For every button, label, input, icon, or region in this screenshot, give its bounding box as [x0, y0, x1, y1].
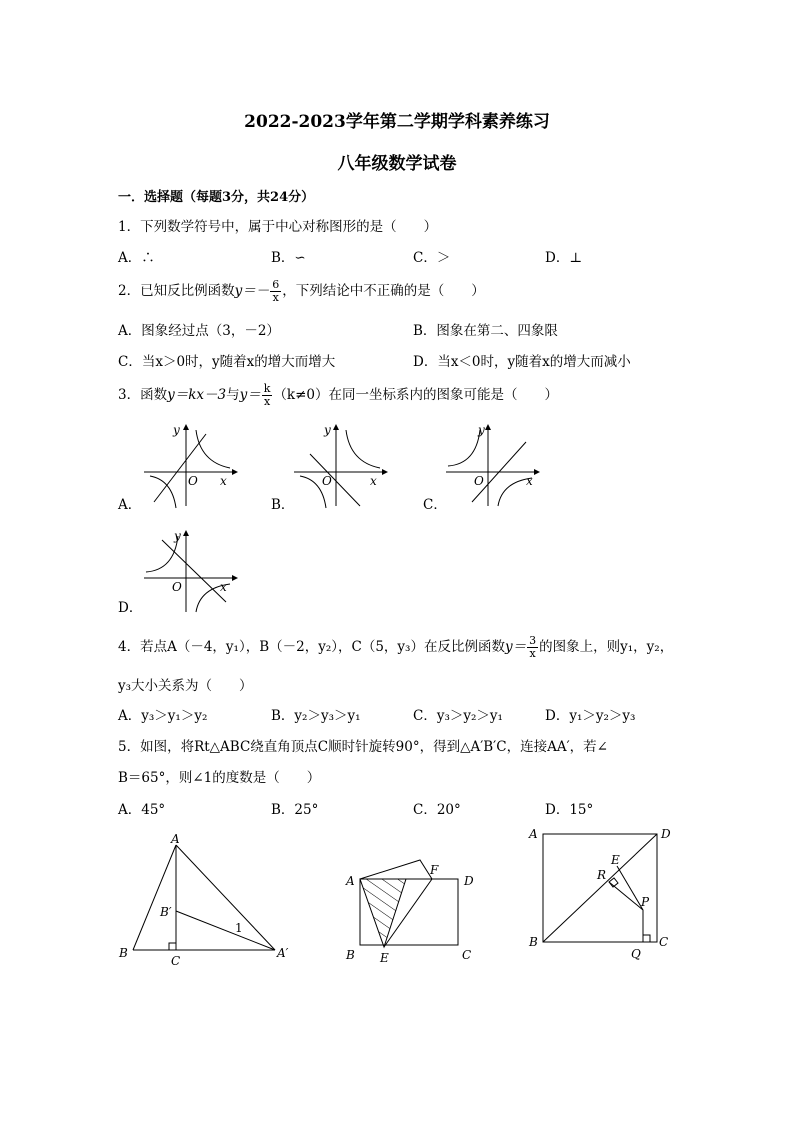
q4-line1-pre: 4．若点A（－4，y₁），B（－2，y₂），C（5，y₃）在反比例函数	[118, 639, 505, 655]
x-label: x	[370, 474, 377, 488]
page-title: 2022-2023学年第二学期学科素养练习	[244, 112, 550, 132]
q3-post: （k≠0）在同一坐标系内的图象可能是（ ）	[273, 387, 559, 403]
q3-graph-c	[442, 422, 542, 512]
q1-stem: 1．下列数学符号中，属于中心对称图形的是（ ）	[118, 219, 438, 235]
q3-option-c: C．	[423, 497, 447, 513]
label-d: D	[661, 827, 671, 841]
q4-fraction	[527, 635, 538, 660]
label-b: B	[119, 946, 128, 960]
x-label: x	[220, 474, 227, 488]
q3-frac-num: k	[263, 382, 271, 395]
q3-option-d: D．	[118, 600, 143, 616]
x-arrow	[382, 469, 388, 475]
label-b: B	[529, 935, 538, 949]
x-label: x	[526, 474, 533, 488]
origin-label: O	[322, 474, 332, 488]
folded-flap	[360, 860, 432, 879]
q3-frac-den: x	[263, 395, 271, 408]
origin-label: O	[474, 474, 484, 488]
page-subtitle: 八年级数学试卷	[337, 154, 457, 174]
q5-option-a: A．45°	[118, 802, 166, 818]
label-d: D	[464, 874, 474, 888]
q4-frac-den: x	[529, 647, 536, 660]
segment-aa-prime	[176, 845, 275, 950]
label-angle-1: 1	[235, 921, 243, 935]
q4-frac-num: 3	[529, 634, 537, 647]
q3-mid: 与	[226, 387, 240, 403]
q4-option-a: A．y₃＞y₁＞y₂	[118, 708, 208, 724]
y-arrow	[183, 424, 189, 430]
label-e: E	[611, 853, 620, 867]
q5-stem-line1: 5．如图，将Rt△ABC绕直角顶点C顺时针旋转90°，得到△A′B′C，连接AA′，若∠	[118, 739, 608, 755]
y-label: y	[324, 423, 331, 437]
y-arrow	[485, 424, 491, 430]
q4-stem-line1	[118, 632, 673, 662]
label-a: A	[346, 874, 355, 888]
q3-option-a: A．	[118, 497, 142, 513]
origin-label: O	[172, 580, 182, 594]
q3-y-eq: y＝	[239, 387, 261, 403]
q3-fraction	[262, 383, 273, 408]
q3-graph-b	[290, 422, 390, 512]
x-arrow	[534, 469, 540, 475]
origin-label: O	[188, 474, 198, 488]
right-angle-mark	[169, 943, 176, 950]
segment-ab	[133, 845, 176, 950]
q1-option-a: A．∴	[118, 250, 155, 266]
q1-option-d: D．⊥	[545, 250, 583, 266]
label-p: P	[641, 895, 650, 909]
label-b: B	[346, 948, 355, 962]
q3-option-b: B．	[271, 497, 295, 513]
q2-frac-den: x	[272, 291, 279, 304]
label-q: Q	[631, 947, 641, 961]
q2-post: ，下列结论中不正确的是（ ）	[282, 283, 485, 299]
q3-pre: 3．函数	[118, 387, 168, 403]
hyperbola-upper	[346, 430, 380, 468]
y-arrow	[333, 424, 339, 430]
q2-option-b: B．图象在第二、四象限	[413, 323, 558, 339]
label-a: A	[171, 832, 180, 846]
q2-option-a: A．图象经过点（3，－2）	[118, 323, 280, 339]
q2-frac-num: 6	[272, 278, 280, 291]
q2-fraction	[270, 279, 281, 304]
figure-triangle-rotation	[115, 832, 305, 972]
q4-line1-post: 的图象上，则y₁，y₂，	[539, 639, 674, 655]
x-arrow	[232, 575, 238, 581]
q4-option-d: D．y₁＞y₂＞y₃	[545, 708, 636, 724]
y-label: y	[173, 423, 180, 437]
right-angle-mark-q	[643, 935, 650, 942]
linear-line	[310, 454, 360, 506]
hyperbola-upper	[196, 430, 230, 468]
q3-stem	[118, 380, 558, 410]
figure-square-diagonal	[525, 822, 685, 964]
label-a-prime: A′	[277, 946, 289, 960]
q4-y-eq: y＝	[504, 639, 527, 655]
label-c: C	[171, 954, 181, 968]
x-arrow	[232, 469, 238, 475]
section-heading: 一．选择题（每题3分，共24分）	[118, 190, 315, 205]
q2-option-c: C．当x＞0时，y随着x的增大而增大	[118, 354, 336, 370]
q5-option-c: C．20°	[413, 802, 461, 818]
q5-stem-line2: B＝65°，则∠1的度数是（ ）	[118, 770, 321, 786]
q3-graph-a	[140, 422, 240, 512]
y-label: y	[478, 423, 485, 437]
label-r: R	[597, 868, 607, 882]
y-label: y	[174, 529, 181, 543]
q2-stem	[118, 276, 485, 306]
hyperbola-lower	[150, 476, 176, 508]
label-a: A	[529, 827, 538, 841]
label-c: C	[659, 935, 669, 949]
label-e: E	[380, 951, 389, 965]
hyperbola-upper-left	[448, 430, 480, 466]
q2-y-eq: y＝－	[234, 283, 270, 299]
q3-graph-d	[140, 528, 240, 618]
diagonal-bd	[543, 834, 657, 942]
linear-line	[154, 434, 206, 502]
y-arrow	[183, 530, 189, 536]
figure-folded-rectangle	[340, 850, 480, 970]
x-label: x	[220, 580, 227, 594]
q4-option-b: B．y₂＞y₃＞y₁	[271, 708, 361, 724]
q5-option-d: D．15°	[545, 802, 594, 818]
label-f: F	[430, 863, 439, 877]
q2-pre: 2．已知反比例函数	[118, 283, 235, 299]
q4-stem-line2: y₃大小关系为（ ）	[118, 678, 253, 694]
q5-option-b: B．25°	[271, 802, 319, 818]
label-b-prime: B′	[160, 905, 172, 919]
q3-expr1: y＝kx－3	[167, 387, 227, 403]
q2-option-d: D．当x＜0时，y随着x的增大而减小	[413, 354, 631, 370]
label-c: C	[462, 948, 472, 962]
q1-option-b: B．∽	[271, 250, 306, 266]
q4-option-c: C．y₃＞y₂＞y₁	[413, 708, 503, 724]
q1-option-c: C．＞	[413, 250, 451, 266]
segment-ep	[617, 866, 643, 910]
shaded-region	[360, 879, 406, 947]
segment-b-prime-a-prime	[176, 911, 275, 950]
